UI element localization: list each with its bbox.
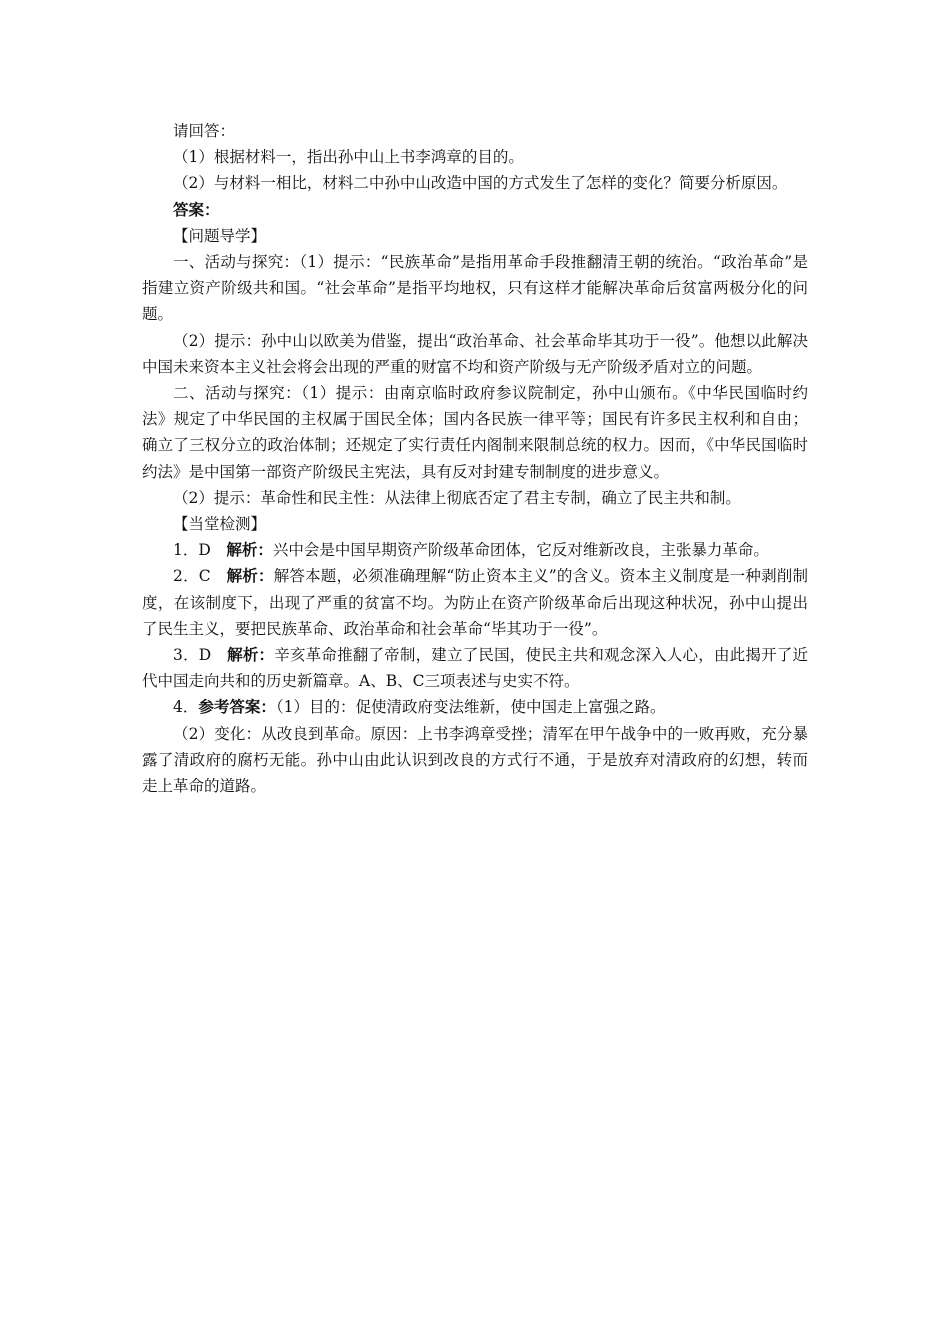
reference-answer-label: 参考答案：	[198, 697, 276, 717]
item-text: （1）目的：促使清政府变法维新，使中国走上富强之路。	[275, 698, 666, 717]
check-item-1	[142, 537, 808, 563]
answers-heading: 答案：	[173, 199, 220, 219]
activity1-paragraph-2: （2）提示：孙中山以欧美为借鉴，提出“政治革命、社会革命毕其功于一役”。他想以此解决中国未来资本主义社会将会出现的严重的财富不均和资产阶级与无产阶级矛盾对立的问题。	[142, 331, 808, 376]
item-text: 辛亥革命推翻了帝制，建立了民国，使民主共和观念深入人心，由此揭开了近代中国走向共和的历史新篇章。A、B、C三项表述与史实不符。	[142, 646, 808, 691]
analysis-label: 解析：	[227, 645, 275, 665]
item-number: 3．D	[173, 646, 212, 665]
analysis-label: 解析：	[226, 566, 274, 586]
activity2-paragraph-1: 二、活动与探究：（1）提示：由南京临时政府参议院制定，孙中山颁布。《中华民国临时约法》规定了中华民国的主权属于国民全体；国内各民族一律平等；国民有许多民主权利和自由；确立了三权分立的政治体制；还规定了实行责任内阁制来限制总统的权力。因而，《中华民国临时约法》是中国第一部资产阶级民主宪法，具有反对封建专制制度的进步意义。	[142, 384, 808, 481]
document-page	[142, 118, 808, 799]
question-1: （1）根据材料一，指出孙中山上书李鸿章的目的。	[173, 148, 524, 167]
activity2-paragraph-2: （2）提示：革命性和民主性：从法律上彻底否定了君主专制，确立了民主共和制。	[173, 488, 741, 507]
item-number: 4．	[173, 698, 199, 717]
item-text: 兴中会是中国早期资产阶级革命团体，它反对维新改良，主张暴力革命。	[272, 541, 769, 560]
check-heading: 【当堂检测】	[173, 515, 267, 534]
analysis-label: 解析：	[226, 540, 273, 560]
check-item-3	[142, 642, 808, 694]
question-2: （2）与材料一相比，材料二中孙中山改造中国的方式发生了怎样的变化？简要分析原因。	[173, 174, 788, 193]
guide-heading: 【问题导学】	[173, 226, 267, 245]
item-number: 1．D	[173, 541, 211, 560]
item-text: 解答本题，必须准确理解“防止资本主义”的含义。资本主义制度是一种剥削制度，在该制度下，出现了严重的贫富不均。为防止在资产阶级革命后出现这种状况，孙中山提出了民生主义，要把民族革命、政治革命和社会革命“毕其功于一役”。	[142, 567, 808, 638]
item-number: 2．C	[173, 567, 211, 586]
check-item-4	[142, 694, 808, 720]
activity1-paragraph-1: 一、活动与探究：（1）提示：“民族革命”是指用革命手段推翻清王朝的统治。“政治革命”是指建立资产阶级共和国。“社会革命”是指平均地权，只有这样才能解决革命后贫富两极分化的问题。	[142, 253, 808, 324]
check-item-4-paragraph-2: （2）变化：从改良到革命。原因：上书李鸿章受挫；清军在甲午战争中的一败再败，充分暴露了清政府的腐朽无能。孙中山由此认识到改良的方式行不通，于是放弃对清政府的幻想，转而走上革命的道路。	[142, 724, 808, 796]
check-item-2	[142, 563, 808, 642]
question-prompt: 请回答：	[173, 122, 236, 140]
